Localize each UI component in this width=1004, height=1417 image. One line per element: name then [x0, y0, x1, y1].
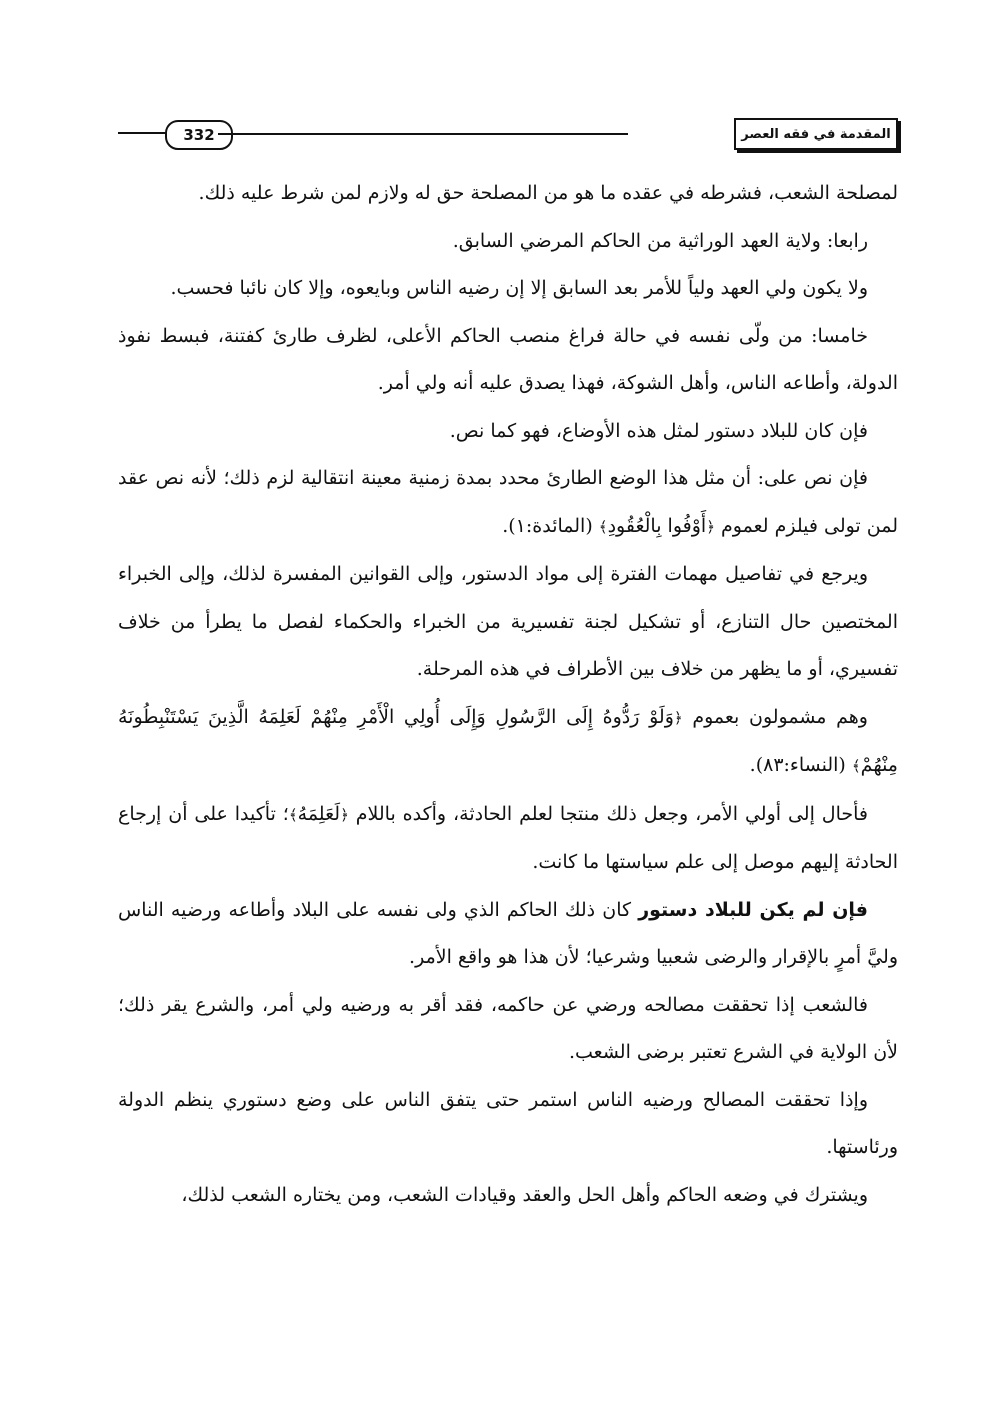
paragraph-11: فالشعب إذا تحققت مصالحه ورضي عن حاكمه، فقد أقر به ورضيه ولي أمر، والشرع يقر ذلك؛ لأن الولاية في الشرع تعتبر برضى الشعب.: [118, 993, 898, 1063]
paragraph-10-text: كان ذلك الحاكم الذي ولى نفسه على البلاد وأطاعه ورضيه الناس وليَّ أمرٍ بالإقرار والرضى شعبيا وشرعيا؛ لأن هذا هو واقع الأمر.: [118, 898, 898, 968]
paragraph-10: [118, 887, 898, 982]
paragraph-1: لمصلحة الشعب، فشرطه في عقده ما هو من المصلحة حق له ولازم لمن شرط عليه ذلك.: [198, 182, 898, 204]
quran-bracket-close: ﴾: [288, 805, 298, 824]
quran-verse: أَوْفُوا بِالْعُقُودِ: [607, 514, 707, 537]
paragraph-8: [118, 694, 898, 791]
header-rule-left: [118, 132, 166, 134]
paragraph-3: ولا يكون ولي العهد ولياً للأمر بعد السابق إلا إن رضيه الناس وبايعوه، وإلا كان نائبا فحسب.: [170, 277, 868, 299]
quran-word: لَعَلِمَهُ: [297, 802, 341, 825]
quran-bracket-close: ﴾: [598, 517, 608, 536]
quran-bracket-open: ﴿: [673, 708, 683, 727]
paragraph-7: ويرجع في تفاصيل مهمات الفترة إلى مواد الدستور، وإلى القوانين المفسرة لذلك، وإلى الخبراء المختصين حال التنازع، أو تشكيل لجنة تفسيرية من الخبراء والحكماء لفصل ما يطرأ من خلاف تفسيري، أو ما يظهر من خلاف بين الأطراف في هذه المرحلة.: [118, 563, 898, 680]
quran-bracket-open: ﴿: [340, 805, 349, 824]
paragraph-4: خامسا: من ولّى نفسه في حالة فراغ منصب الحاكم الأعلى، لظرف طارئ كفتنة، فبسط نفوذ الدولة، وأطاعه الناس، وأهل الشوكة، فهذا يصدق عليه أنه ولي أمر.: [118, 324, 898, 394]
page-number: 332: [165, 120, 233, 150]
bold-lead: فإن لم يكن للبلاد دستور: [638, 898, 868, 921]
paragraph-6: [118, 455, 898, 551]
paragraph-9: [118, 791, 898, 887]
paragraph-13: ويشترك في وضعه الحاكم وأهل الحل والعقد وقيادات الشعب، ومن يختاره الشعب لذلك،: [181, 1183, 868, 1206]
book-title: المقدمة في فقه العصر: [734, 118, 898, 150]
verse-reference: (النساء:٨٣).: [749, 754, 846, 776]
page-header: [118, 112, 898, 152]
quran-bracket-close: ﴾: [851, 757, 861, 775]
verse-reference: (المائدة:١).: [502, 514, 593, 537]
paragraph-5: فإن كان للبلاد دستور لمثل هذه الأوضاع، فهو كما نص.: [449, 419, 868, 442]
paragraph-2: رابعا: ولاية العهد الوراثية من الحاكم المرضي السابق.: [452, 229, 868, 252]
header-rule: [218, 133, 628, 135]
paragraph-9-tail: ؛ تأكيدا على أن إرجاع الحادثة إليهم موصل إلى علم سياستها ما كانت.: [118, 802, 898, 873]
paragraph-8-text: وهم مشمولون بعموم: [692, 705, 868, 728]
paragraph-6-text: فإن نص على: أن مثل هذا الوضع الطارئ محدد بمدة زمنية معينة انتقالية لزم ذلك؛ لأنه نص عقد لمن تولى فيلزم لعموم: [118, 467, 898, 537]
page-body: [118, 170, 898, 1219]
paragraph-12: وإذا تحققت المصالح ورضيه الناس استمر حتى يتفق الناس على وضع دستوري ينظم الدولة ورئاستها.: [118, 1088, 898, 1158]
quran-verse: وَلَوْ رَدُّوهُ إِلَى الرَّسُولِ وَإِلَى أُولِي الْأَمْرِ مِنْهُمْ لَعَلِمَهُ الَّذِينَ يَسْتَنْبِطُونَهُ مِنْهُمْ: [118, 705, 898, 776]
paragraph-9-text: فأحال إلى أولي الأمر، وجعل ذلك منتجا لعلم الحادثة، وأكده باللام: [355, 802, 868, 825]
quran-bracket-open: ﴿: [706, 517, 715, 536]
